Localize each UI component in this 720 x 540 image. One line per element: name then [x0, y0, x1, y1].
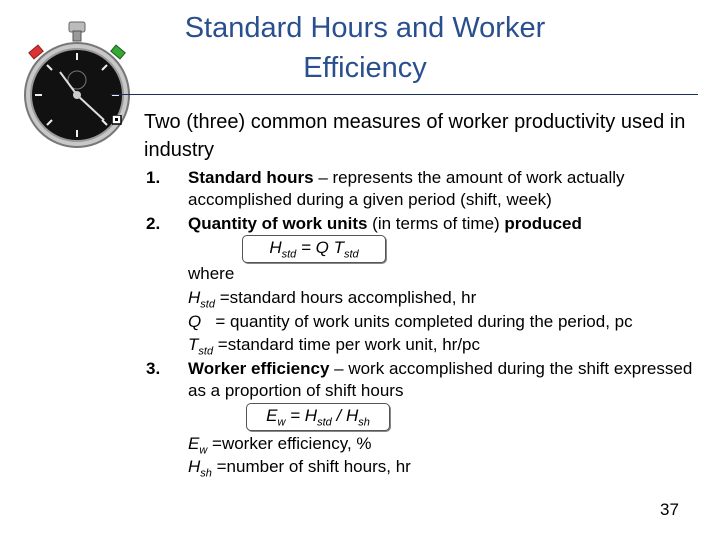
item-3-text: – work accomplished during the shift expressed as a proportion of shift hours	[188, 359, 693, 400]
item-2-term-2: produced	[504, 214, 582, 233]
item-1-text: – represents the amount of work actually accomplished during a given period (shift, week)	[188, 168, 625, 209]
formula2-div-sub: sh	[358, 416, 370, 429]
item-2-number: 2.	[146, 214, 161, 233]
item-2-term: Quantity of work units	[188, 214, 368, 233]
def-hstd-symbol: H	[188, 288, 201, 307]
def-q	[188, 311, 633, 333]
formula1-lhs: H	[269, 238, 282, 257]
formula2-mid: = H	[285, 406, 318, 425]
title-divider	[110, 94, 698, 95]
formula1-rhs-sub: std	[344, 248, 359, 261]
item-1-term: Standard hours	[188, 168, 314, 187]
formula1-lhs-sub: std	[281, 248, 297, 261]
def-ew-sub: w	[199, 444, 208, 457]
formula2-lhs: E	[266, 406, 278, 425]
formula-standard-hours	[242, 235, 386, 263]
formula-worker-efficiency	[246, 403, 390, 431]
item-1-number: 1.	[146, 168, 161, 187]
slide-title: Standard Hours and Worker Efficiency	[184, 12, 546, 84]
square-bullet-icon	[112, 115, 122, 125]
def-hsh-symbol: H	[188, 457, 201, 476]
def-q-symbol: Q	[188, 312, 202, 331]
item-2-text: (in terms of time)	[367, 214, 505, 233]
item-3	[188, 358, 698, 402]
def-hsh	[188, 456, 411, 484]
formula1-mid: = Q T	[296, 238, 344, 257]
where-label: where	[188, 264, 235, 283]
def-hsh-sub: sh	[200, 467, 212, 480]
formula2-lhs-sub: w	[277, 416, 286, 429]
formula2-div: / H	[331, 406, 359, 425]
stopwatch-icon	[20, 20, 135, 160]
def-q-text: = quantity of work units completed during the period, pc	[201, 312, 633, 331]
item-3-term: Worker efficiency	[188, 359, 330, 378]
def-tstd-text: =standard time per work unit, hr/pc	[213, 335, 481, 354]
def-hstd-text: =standard hours accomplished, hr	[214, 288, 477, 307]
def-tstd-sub: std	[198, 345, 214, 358]
def-hstd-sub: std	[200, 298, 215, 311]
def-ew-text: =worker efficiency, %	[207, 434, 372, 453]
item-2	[188, 213, 708, 235]
bullet-text: Two (three) common measures of worker productivity used in industry	[144, 111, 686, 161]
def-hsh-text: =number of shift hours, hr	[211, 457, 411, 476]
def-ew-symbol: E	[188, 434, 200, 453]
def-tstd-symbol: T	[188, 335, 199, 354]
item-1	[188, 167, 708, 211]
page-number: 37	[660, 500, 679, 519]
item-3-number: 3.	[146, 359, 161, 378]
formula2-mid-sub: std	[317, 416, 332, 429]
